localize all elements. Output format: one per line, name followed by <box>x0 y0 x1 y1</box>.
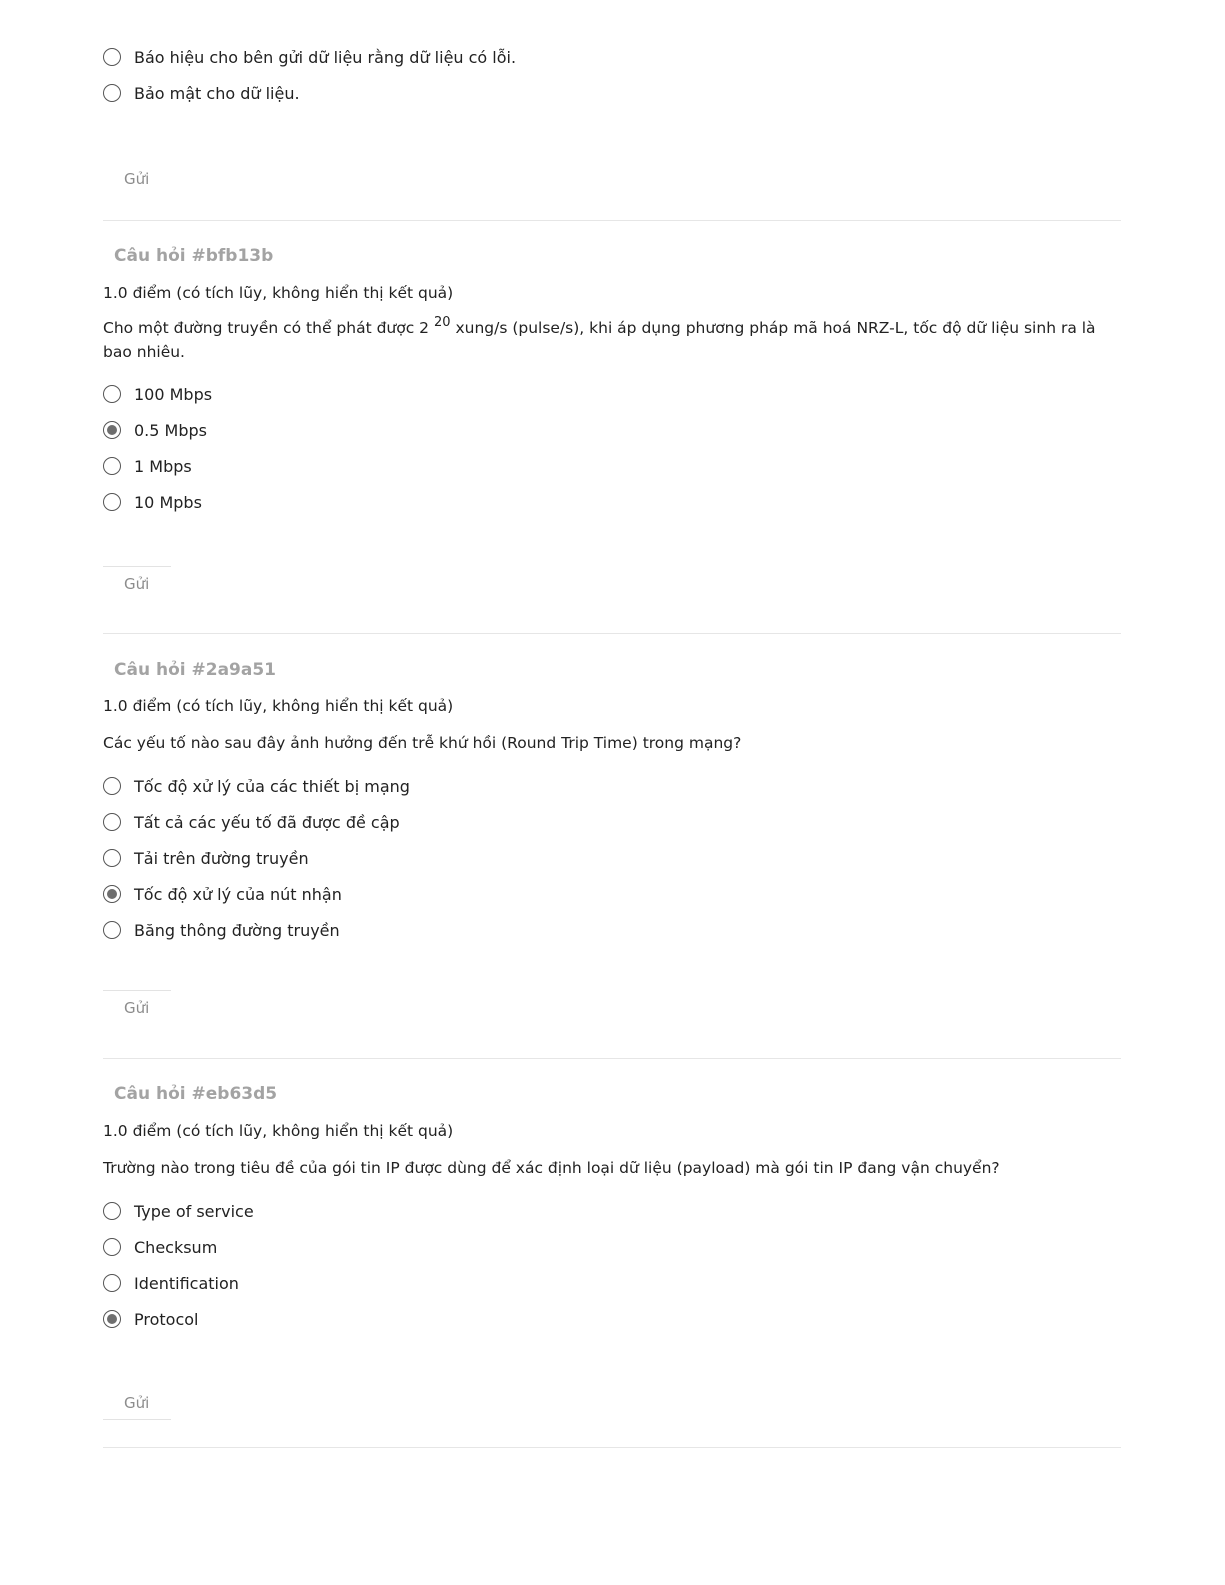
question-divider <box>103 220 1121 221</box>
answer-option-label: Tốc độ xử lý của nút nhận <box>134 884 342 904</box>
answer-option[interactable] <box>103 382 212 406</box>
question-title: Câu hỏi #bfb13b <box>114 246 274 266</box>
radio-button[interactable] <box>103 849 121 867</box>
answer-option-label: 0.5 Mbps <box>134 420 207 440</box>
answer-option[interactable] <box>103 1271 239 1295</box>
answer-option[interactable] <box>103 810 400 834</box>
submit-button[interactable]: Gửi <box>103 1386 171 1420</box>
radio-button[interactable] <box>103 1202 121 1220</box>
radio-button[interactable] <box>103 1274 121 1292</box>
answer-option-label: Tất cả các yếu tố đã được đề cập <box>134 812 400 832</box>
answer-option[interactable] <box>103 418 207 442</box>
answer-option-label: Tốc độ xử lý của các thiết bị mạng <box>134 776 410 796</box>
answer-option[interactable] <box>103 882 342 906</box>
answer-option[interactable] <box>103 1199 254 1223</box>
question-divider <box>103 1058 1121 1059</box>
question-title: Câu hỏi #eb63d5 <box>114 1084 278 1104</box>
answer-option-label: Protocol <box>134 1309 199 1329</box>
submit-button[interactable]: Gửi <box>124 170 150 188</box>
answer-option-label: Báo hiệu cho bên gửi dữ liệu rằng dữ liệu có lỗi. <box>134 47 517 67</box>
question-points: 1.0 điểm (có tích lũy, không hiển thị kết quả) <box>103 697 454 715</box>
question-text <box>103 316 1113 364</box>
question-points: 1.0 điểm (có tích lũy, không hiển thị kết quả) <box>103 284 454 302</box>
radio-button-selected[interactable] <box>103 885 121 903</box>
radio-button-selected[interactable] <box>103 1310 121 1328</box>
submit-button[interactable]: Gửi <box>103 990 171 1024</box>
radio-button[interactable] <box>103 493 121 511</box>
question-divider <box>103 1447 1121 1448</box>
question-points: 1.0 điểm (có tích lũy, không hiển thị kết quả) <box>103 1122 454 1140</box>
radio-button[interactable] <box>103 777 121 795</box>
answer-option[interactable] <box>103 1235 217 1259</box>
answer-option[interactable] <box>103 918 340 942</box>
radio-button-selected[interactable] <box>103 421 121 439</box>
question-text: Trường nào trong tiêu đề của gói tin IP được dùng để xác định loại dữ liệu (payload) mà gói tin IP đang vận chuyển? <box>103 1159 1000 1177</box>
submit-button[interactable]: Gửi <box>103 566 171 600</box>
radio-button[interactable] <box>103 84 121 102</box>
radio-button[interactable] <box>103 48 121 66</box>
answer-option[interactable] <box>103 846 309 870</box>
radio-button[interactable] <box>103 1238 121 1256</box>
answer-option-label: 100 Mbps <box>134 384 213 404</box>
question-text-superscript: 20 <box>433 315 451 330</box>
answer-option-label: Identification <box>134 1273 239 1293</box>
answer-option-label: Bảo mật cho dữ liệu. <box>134 83 300 103</box>
question-text-part: xung/s (pulse/s), khi áp dụng phương pháp mã hoá NRZ-L, tốc độ dữ liệu sinh ra là bao nhiêu. <box>103 319 1096 361</box>
radio-button[interactable] <box>103 385 121 403</box>
question-title: Câu hỏi #2a9a51 <box>114 660 276 680</box>
answer-option-label: Tải trên đường truyền <box>134 848 309 868</box>
answer-option[interactable] <box>103 490 202 514</box>
question-divider <box>103 633 1121 634</box>
answer-option-label: Type of service <box>134 1201 254 1221</box>
answer-option-label: 1 Mbps <box>134 456 192 476</box>
answer-option-label: 10 Mpbs <box>134 492 202 512</box>
answer-option[interactable] <box>103 45 516 69</box>
question-text: Các yếu tố nào sau đây ảnh hưởng đến trễ khứ hồi (Round Trip Time) trong mạng? <box>103 734 742 752</box>
radio-button[interactable] <box>103 457 121 475</box>
answer-option-label: Băng thông đường truyền <box>134 920 340 940</box>
answer-option[interactable] <box>103 1307 198 1331</box>
radio-button[interactable] <box>103 921 121 939</box>
answer-option[interactable] <box>103 81 300 105</box>
question-text-part: Cho một đường truyền có thể phát được 2 <box>103 319 434 337</box>
answer-option[interactable] <box>103 454 192 478</box>
answer-option-label: Checksum <box>134 1237 218 1257</box>
answer-option[interactable] <box>103 774 410 798</box>
radio-button[interactable] <box>103 813 121 831</box>
